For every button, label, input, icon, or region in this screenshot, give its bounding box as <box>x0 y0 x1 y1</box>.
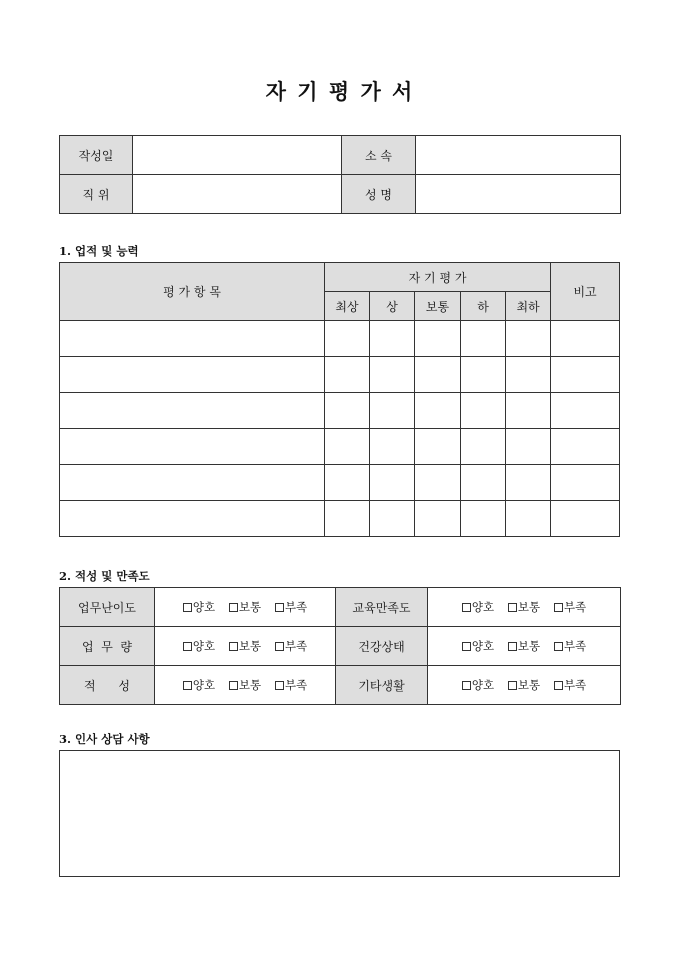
option-average[interactable]: 보통 <box>508 600 540 614</box>
grade-cell[interactable] <box>506 429 551 465</box>
checkbox-icon <box>183 642 192 651</box>
item-cell[interactable] <box>60 393 325 429</box>
grade-cell[interactable] <box>461 501 506 537</box>
grade-cell[interactable] <box>415 429 461 465</box>
option-good[interactable]: 양호 <box>183 600 215 614</box>
section-3-heading: 3. 인사 상담 사항 <box>59 732 150 746</box>
grade-cell[interactable] <box>325 429 370 465</box>
grade-cell[interactable] <box>506 465 551 501</box>
section-2-heading: 2. 적성 및 만족도 <box>59 569 150 583</box>
department-label: 소 속 <box>342 136 416 175</box>
grade-cell[interactable] <box>325 357 370 393</box>
option-poor[interactable]: 부족 <box>554 600 586 614</box>
grade-cell[interactable] <box>415 465 461 501</box>
checkbox-icon <box>229 603 238 612</box>
remarks-cell[interactable] <box>551 357 620 393</box>
self-eval-header: 자 기 평 가 <box>325 263 551 292</box>
aptitude-table <box>59 587 621 705</box>
grade-cell[interactable] <box>370 357 415 393</box>
option-poor[interactable]: 부족 <box>275 678 307 692</box>
info-table <box>59 135 621 214</box>
option-average[interactable]: 보통 <box>229 600 261 614</box>
grade-cell[interactable] <box>415 357 461 393</box>
hr-counsel-textarea[interactable] <box>59 750 620 877</box>
option-good[interactable]: 양호 <box>462 678 494 692</box>
item-cell[interactable] <box>60 321 325 357</box>
remarks-cell[interactable] <box>551 321 620 357</box>
checkbox-icon <box>229 681 238 690</box>
remarks-cell[interactable] <box>551 465 620 501</box>
grade-cell[interactable] <box>370 501 415 537</box>
item-cell[interactable] <box>60 429 325 465</box>
other-life-options <box>428 666 621 705</box>
position-field[interactable] <box>133 175 342 214</box>
grade-cell[interactable] <box>325 321 370 357</box>
date-field[interactable] <box>133 136 342 175</box>
grade-cell[interactable] <box>461 321 506 357</box>
grade-cell[interactable] <box>506 321 551 357</box>
grade-cell[interactable] <box>461 429 506 465</box>
health-label: 건강상태 <box>336 627 428 666</box>
name-label: 성 명 <box>342 175 416 214</box>
option-poor[interactable]: 부족 <box>554 639 586 653</box>
checkbox-icon <box>462 642 471 651</box>
checkbox-icon <box>183 603 192 612</box>
checkbox-icon <box>275 681 284 690</box>
page-title: 자 기 평 가 서 <box>265 79 415 104</box>
checkbox-icon <box>508 681 517 690</box>
option-poor[interactable]: 부족 <box>275 639 307 653</box>
workload-options <box>155 627 336 666</box>
grade-cell[interactable] <box>506 393 551 429</box>
checkbox-icon <box>508 603 517 612</box>
checkbox-icon <box>462 603 471 612</box>
option-good[interactable]: 양호 <box>462 600 494 614</box>
table-row <box>60 465 620 501</box>
checkbox-icon <box>275 642 284 651</box>
checkbox-icon <box>554 603 563 612</box>
grade-cell[interactable] <box>415 393 461 429</box>
checkbox-icon <box>554 681 563 690</box>
remarks-cell[interactable] <box>551 501 620 537</box>
item-cell[interactable] <box>60 357 325 393</box>
table-row <box>60 501 620 537</box>
difficulty-options <box>155 588 336 627</box>
option-average[interactable]: 보통 <box>229 678 261 692</box>
training-satisfaction-label: 교육만족도 <box>336 588 428 627</box>
ability-table <box>59 262 620 537</box>
grade-header: 최상 <box>325 292 370 321</box>
grade-header: 하 <box>461 292 506 321</box>
position-label: 직 위 <box>60 175 133 214</box>
remarks-cell[interactable] <box>551 393 620 429</box>
remarks-cell[interactable] <box>551 429 620 465</box>
option-poor[interactable]: 부족 <box>275 600 307 614</box>
remarks-header: 비고 <box>551 263 620 321</box>
grade-cell[interactable] <box>506 501 551 537</box>
grade-cell[interactable] <box>415 501 461 537</box>
other-life-label: 기타생활 <box>336 666 428 705</box>
option-good[interactable]: 양호 <box>183 639 215 653</box>
aptitude-label: 적 성 <box>60 666 155 705</box>
grade-cell[interactable] <box>461 357 506 393</box>
grade-cell[interactable] <box>461 465 506 501</box>
checkbox-icon <box>275 603 284 612</box>
checkbox-icon <box>183 681 192 690</box>
checkbox-icon <box>462 681 471 690</box>
option-average[interactable]: 보통 <box>508 639 540 653</box>
grade-cell[interactable] <box>370 321 415 357</box>
grade-cell[interactable] <box>370 465 415 501</box>
health-options <box>428 627 621 666</box>
grade-header: 보통 <box>415 292 461 321</box>
table-row <box>60 393 620 429</box>
checkbox-icon <box>554 642 563 651</box>
grade-cell[interactable] <box>325 501 370 537</box>
option-poor[interactable]: 부족 <box>554 678 586 692</box>
grade-cell[interactable] <box>325 393 370 429</box>
option-good[interactable]: 양호 <box>462 639 494 653</box>
grade-header: 최하 <box>506 292 551 321</box>
item-cell[interactable] <box>60 501 325 537</box>
date-label: 작성일 <box>60 136 133 175</box>
grade-cell[interactable] <box>370 429 415 465</box>
table-row <box>60 429 620 465</box>
option-average[interactable]: 보통 <box>229 639 261 653</box>
workload-label: 업 무 량 <box>60 627 155 666</box>
training-satisfaction-options <box>428 588 621 627</box>
aptitude-options <box>155 666 336 705</box>
grade-cell[interactable] <box>415 321 461 357</box>
option-average[interactable]: 보통 <box>508 678 540 692</box>
item-header: 평 가 항 목 <box>60 263 325 321</box>
checkbox-icon <box>229 642 238 651</box>
grade-cell[interactable] <box>325 465 370 501</box>
section-1-heading: 1. 업적 및 능력 <box>59 244 139 258</box>
table-row <box>60 357 620 393</box>
grade-cell[interactable] <box>370 393 415 429</box>
checkbox-icon <box>508 642 517 651</box>
item-cell[interactable] <box>60 465 325 501</box>
grade-header: 상 <box>370 292 415 321</box>
department-field[interactable] <box>416 136 621 175</box>
option-good[interactable]: 양호 <box>183 678 215 692</box>
grade-cell[interactable] <box>461 393 506 429</box>
grade-cell[interactable] <box>506 357 551 393</box>
name-field[interactable] <box>416 175 621 214</box>
difficulty-label: 업무난이도 <box>60 588 155 627</box>
table-row <box>60 321 620 357</box>
